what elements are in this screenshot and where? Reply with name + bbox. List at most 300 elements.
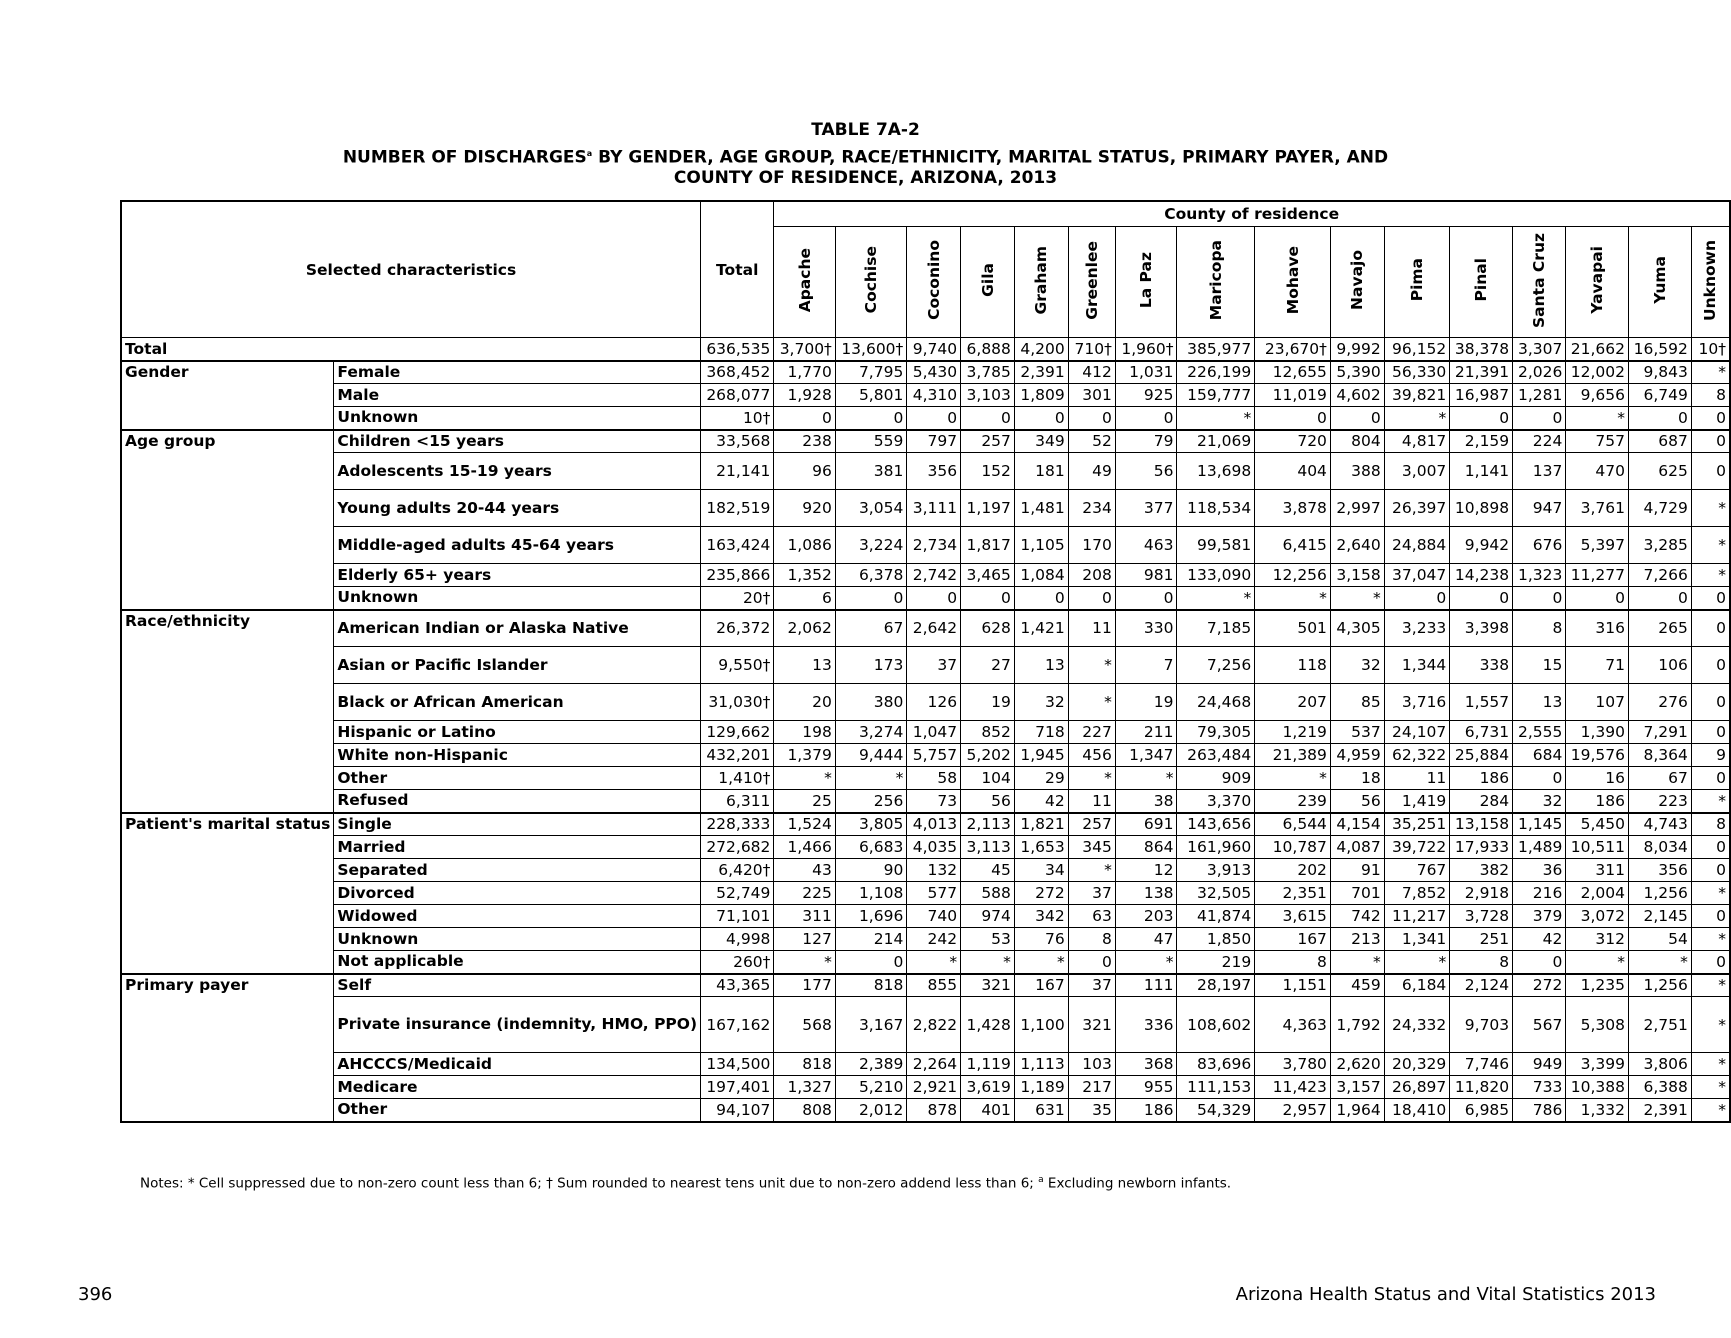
table-cell: 104: [961, 767, 1015, 790]
table-cell: 2,751: [1628, 997, 1691, 1053]
table-cell: 459: [1330, 974, 1384, 997]
row-label: Unknown: [334, 928, 701, 951]
table-cell: *: [1628, 951, 1691, 974]
table-cell: 223: [1628, 790, 1691, 813]
table-cell: 7,256: [1177, 647, 1255, 684]
table-cell: 49: [1068, 453, 1115, 490]
table-cell: 167: [1014, 974, 1068, 997]
table-cell: 356: [907, 453, 961, 490]
table-cell: 25,884: [1450, 744, 1513, 767]
table-row: [121, 744, 1730, 767]
table-cell: 2,145: [1628, 905, 1691, 928]
table-cell: 3,399: [1566, 1053, 1629, 1076]
table-cell: 6,415: [1255, 527, 1331, 564]
row-label: Unknown: [334, 587, 701, 610]
table-cell: 13: [1014, 647, 1068, 684]
table-cell: 12,655: [1255, 361, 1331, 384]
row-label: Female: [334, 361, 701, 384]
table-row: [121, 490, 1730, 527]
table-cell: 3,700†: [774, 338, 835, 361]
row-label: Widowed: [334, 905, 701, 928]
table-cell: 5,801: [835, 384, 907, 407]
table-cell: 1,100: [1014, 997, 1068, 1053]
table-cell: 10,787: [1255, 836, 1331, 859]
table-cell: *: [1691, 997, 1730, 1053]
table-cell: 126: [907, 684, 961, 721]
table-cell: 0: [1014, 407, 1068, 430]
row-label: Hispanic or Latino: [334, 721, 701, 744]
table-cell: 368,452: [701, 361, 774, 384]
table-cell: 32: [1513, 790, 1566, 813]
table-cell: 568: [774, 997, 835, 1053]
table-cell: 8: [1450, 951, 1513, 974]
table-cell: 3,054: [835, 490, 907, 527]
table-cell: 83,696: [1177, 1053, 1255, 1076]
table-cell: 311: [1566, 859, 1629, 882]
table-cell: 20: [774, 684, 835, 721]
table-cell: 138: [1115, 882, 1177, 905]
table-cell: 18: [1330, 767, 1384, 790]
table-cell: 628: [961, 610, 1015, 647]
table-cell: 9,656: [1566, 384, 1629, 407]
table-cell: 186: [1115, 1099, 1177, 1122]
table-cell: 9,992: [1330, 338, 1384, 361]
table-cell: 19: [1115, 684, 1177, 721]
county-name: Pinal: [1472, 258, 1491, 302]
table-cell: 8: [1691, 813, 1730, 836]
group-label: Patient's marital status: [121, 813, 334, 974]
table-cell: 27: [961, 647, 1015, 684]
table-cell: 32: [1014, 684, 1068, 721]
table-cell: 377: [1115, 490, 1177, 527]
selected-characteristics-header: Selected characteristics: [121, 201, 701, 338]
notes-text: Excluding newborn infants.: [1043, 1175, 1232, 1192]
table-cell: 37,047: [1384, 564, 1450, 587]
table-cell: *: [1691, 361, 1730, 384]
table-cell: 1,770: [774, 361, 835, 384]
table-cell: 382: [1450, 859, 1513, 882]
table-cell: 41,874: [1177, 905, 1255, 928]
total-row-label: Total: [121, 338, 701, 361]
table-cell: 380: [835, 684, 907, 721]
table-cell: 132: [907, 859, 961, 882]
table-cell: 257: [1068, 813, 1115, 836]
table-cell: 1,151: [1255, 974, 1331, 997]
table-cell: 6,420†: [701, 859, 774, 882]
table-cell: 26,897: [1384, 1076, 1450, 1099]
table-cell: 0: [1691, 647, 1730, 684]
county-header: [1068, 227, 1115, 338]
table-cell: 276: [1628, 684, 1691, 721]
table-cell: 4,959: [1330, 744, 1384, 767]
table-cell: 260†: [701, 951, 774, 974]
table-cell: 0: [1691, 587, 1730, 610]
county-header: [1450, 227, 1513, 338]
page-number: 396: [78, 1284, 113, 1305]
table-cell: *: [1691, 928, 1730, 951]
table-cell: 39,722: [1384, 836, 1450, 859]
table-cell: 1,344: [1384, 647, 1450, 684]
table-cell: 2,351: [1255, 882, 1331, 905]
table-cell: *: [1115, 951, 1177, 974]
table-cell: 4,602: [1330, 384, 1384, 407]
table-cell: 197,401: [701, 1076, 774, 1099]
table-cell: *: [835, 767, 907, 790]
table-cell: 38,378: [1450, 338, 1513, 361]
county-header: [1628, 227, 1691, 338]
table-cell: 143,656: [1177, 813, 1255, 836]
table-row: [121, 767, 1730, 790]
table-cell: 687: [1628, 430, 1691, 453]
table-cell: *: [1115, 767, 1177, 790]
table-cell: 401: [961, 1099, 1015, 1122]
table-row: [121, 974, 1730, 997]
table-cell: 7,291: [1628, 721, 1691, 744]
table-cell: 0: [1014, 587, 1068, 610]
table-cell: 1,696: [835, 905, 907, 928]
table-row: [121, 647, 1730, 684]
table-cell: 381: [835, 453, 907, 490]
table-cell: 10†: [701, 407, 774, 430]
table-cell: 12,256: [1255, 564, 1331, 587]
county-header: [835, 227, 907, 338]
table-cell: 227: [1068, 721, 1115, 744]
table-cell: 13: [1513, 684, 1566, 721]
table-row: [121, 1053, 1730, 1076]
table-cell: 4,310: [907, 384, 961, 407]
table-cell: 0: [1628, 407, 1691, 430]
table-cell: *: [1255, 767, 1331, 790]
table-cell: 974: [961, 905, 1015, 928]
table-cell: 625: [1628, 453, 1691, 490]
table-cell: 20†: [701, 587, 774, 610]
table-cell: 217: [1068, 1076, 1115, 1099]
table-cell: 0: [1691, 684, 1730, 721]
table-cell: 1,557: [1450, 684, 1513, 721]
table-cell: 6,388: [1628, 1076, 1691, 1099]
table-cell: 0: [961, 587, 1015, 610]
table-cell: 7,266: [1628, 564, 1691, 587]
table-cell: 106: [1628, 647, 1691, 684]
row-label: American Indian or Alaska Native: [334, 610, 701, 647]
table-cell: 1,327: [774, 1076, 835, 1099]
table-row: [121, 684, 1730, 721]
table-cell: 134,500: [701, 1053, 774, 1076]
table-cell: 864: [1115, 836, 1177, 859]
table-cell: 16,592: [1628, 338, 1691, 361]
table-cell: 28,197: [1177, 974, 1255, 997]
table-cell: 37: [1068, 974, 1115, 997]
table-cell: 0: [1450, 587, 1513, 610]
table-cell: 2,389: [835, 1053, 907, 1076]
table-row: [121, 790, 1730, 813]
table-cell: 1,341: [1384, 928, 1450, 951]
table-cell: 54,329: [1177, 1099, 1255, 1122]
table-cell: 167,162: [701, 997, 774, 1053]
table-cell: 733: [1513, 1076, 1566, 1099]
county-name: Apache: [795, 247, 814, 313]
table-cell: 56: [961, 790, 1015, 813]
table-cell: 1,197: [961, 490, 1015, 527]
table-cell: 34: [1014, 859, 1068, 882]
table-cell: 1,332: [1566, 1099, 1629, 1122]
table-cell: 9,703: [1450, 997, 1513, 1053]
table-cell: 1,653: [1014, 836, 1068, 859]
county-name: Mohave: [1283, 245, 1302, 315]
table-cell: 4,305: [1330, 610, 1384, 647]
table-cell: 1,323: [1513, 564, 1566, 587]
table-cell: 35,251: [1384, 813, 1450, 836]
table-cell: 11,217: [1384, 905, 1450, 928]
table-cell: 76: [1014, 928, 1068, 951]
table-row: [121, 951, 1730, 974]
table-cell: 21,141: [701, 453, 774, 490]
table-row: [121, 905, 1730, 928]
table-cell: 356: [1628, 859, 1691, 882]
table-cell: 219: [1177, 951, 1255, 974]
table-cell: 1,219: [1255, 721, 1331, 744]
county-header: [1115, 227, 1177, 338]
table-cell: 12: [1115, 859, 1177, 882]
table-cell: 242: [907, 928, 961, 951]
table-cell: 1,047: [907, 721, 961, 744]
table-cell: 6,985: [1450, 1099, 1513, 1122]
table-cell: 18,410: [1384, 1099, 1450, 1122]
table-cell: 852: [961, 721, 1015, 744]
table-cell: 1,792: [1330, 997, 1384, 1053]
table-cell: 1,281: [1513, 384, 1566, 407]
table-cell: 2,555: [1513, 721, 1566, 744]
table-cell: 257: [961, 430, 1015, 453]
table-cell: 345: [1068, 836, 1115, 859]
table-cell: 3,158: [1330, 564, 1384, 587]
table-cell: 11,423: [1255, 1076, 1331, 1099]
table-cell: 3,285: [1628, 527, 1691, 564]
table-cell: 73: [907, 790, 961, 813]
table-cell: 767: [1384, 859, 1450, 882]
row-label: Children <15 years: [334, 430, 701, 453]
table-cell: 636,535: [701, 338, 774, 361]
table-cell: 170: [1068, 527, 1115, 564]
table-cell: 52: [1068, 430, 1115, 453]
table-cell: 1,084: [1014, 564, 1068, 587]
table-cell: 47: [1115, 928, 1177, 951]
table-cell: 1,524: [774, 813, 835, 836]
row-label: Married: [334, 836, 701, 859]
table-cell: 5,390: [1330, 361, 1384, 384]
table-cell: 11: [1068, 610, 1115, 647]
table-cell: 0: [774, 407, 835, 430]
table-cell: 10,511: [1566, 836, 1629, 859]
table-cell: 0: [1115, 407, 1177, 430]
table-cell: 1,466: [774, 836, 835, 859]
table-cell: 1,817: [961, 527, 1015, 564]
row-label: Separated: [334, 859, 701, 882]
table-cell: 251: [1450, 928, 1513, 951]
table-cell: 2,124: [1450, 974, 1513, 997]
table-cell: 2,642: [907, 610, 961, 647]
table-cell: 37: [907, 647, 961, 684]
table-cell: 6: [774, 587, 835, 610]
table-cell: 1,256: [1628, 882, 1691, 905]
table-cell: 2,822: [907, 997, 961, 1053]
table-cell: 0: [835, 587, 907, 610]
county-header: [1255, 227, 1331, 338]
table-cell: 1,809: [1014, 384, 1068, 407]
table-cell: 129,662: [701, 721, 774, 744]
table-cell: 43,365: [701, 974, 774, 997]
table-cell: 137: [1513, 453, 1566, 490]
table-cell: 96,152: [1384, 338, 1450, 361]
table-cell: 272: [1014, 882, 1068, 905]
table-cell: 263,484: [1177, 744, 1255, 767]
table-cell: 24,884: [1384, 527, 1450, 564]
table-row: [121, 407, 1730, 430]
table-cell: 31,030†: [701, 684, 774, 721]
table-cell: 701: [1330, 882, 1384, 905]
table-cell: 226,199: [1177, 361, 1255, 384]
table-cell: 9,444: [835, 744, 907, 767]
table-cell: 272,682: [701, 836, 774, 859]
county-name: Graham: [1032, 245, 1051, 315]
table-cell: 152: [961, 453, 1015, 490]
table-cell: 177: [774, 974, 835, 997]
table-cell: 1,481: [1014, 490, 1068, 527]
table-cell: 3,805: [835, 813, 907, 836]
table-cell: *: [961, 951, 1015, 974]
table-cell: 577: [907, 882, 961, 905]
table-cell: 0: [1691, 610, 1730, 647]
table-cell: 6,311: [701, 790, 774, 813]
row-label: Adolescents 15-19 years: [334, 453, 701, 490]
table-cell: 2,264: [907, 1053, 961, 1076]
table-cell: 11,019: [1255, 384, 1331, 407]
table-cell: 1,105: [1014, 527, 1068, 564]
table-cell: 268,077: [701, 384, 774, 407]
table-cell: 8,364: [1628, 744, 1691, 767]
table-cell: 159,777: [1177, 384, 1255, 407]
table-title-line: COUNTY OF RESIDENCE, ARIZONA, 2013: [673, 168, 1058, 188]
county-header: [1566, 227, 1629, 338]
table-cell: 2,921: [907, 1076, 961, 1099]
table-cell: 12,002: [1566, 361, 1629, 384]
table-cell: 42: [1513, 928, 1566, 951]
table-cell: 108,602: [1177, 997, 1255, 1053]
row-label: Middle-aged adults 45-64 years: [334, 527, 701, 564]
table-number: TABLE 7A-2: [811, 120, 920, 140]
table-cell: 13,158: [1450, 813, 1513, 836]
table-cell: 24,468: [1177, 684, 1255, 721]
table-cell: 3,111: [907, 490, 961, 527]
table-cell: 7,746: [1450, 1053, 1513, 1076]
table-cell: 5,210: [835, 1076, 907, 1099]
table-cell: *: [1691, 1053, 1730, 1076]
row-label: Male: [334, 384, 701, 407]
table-cell: 432,201: [701, 744, 774, 767]
table-cell: 1,928: [774, 384, 835, 407]
table-cell: 1,489: [1513, 836, 1566, 859]
table-cell: 3,072: [1566, 905, 1629, 928]
table-cell: 127: [774, 928, 835, 951]
table-cell: 5,430: [907, 361, 961, 384]
table-cell: 0: [907, 587, 961, 610]
table-cell: 4,817: [1384, 430, 1450, 453]
table-row: [121, 928, 1730, 951]
table-cell: 1,145: [1513, 813, 1566, 836]
row-label: Black or African American: [334, 684, 701, 721]
row-label: Refused: [334, 790, 701, 813]
table-cell: 4,087: [1330, 836, 1384, 859]
county-header: [907, 227, 961, 338]
table-cell: 2,997: [1330, 490, 1384, 527]
table-cell: 4,035: [907, 836, 961, 859]
table-cell: 3,761: [1566, 490, 1629, 527]
table-cell: 1,347: [1115, 744, 1177, 767]
table-cell: 0: [1068, 951, 1115, 974]
table-cell: 0: [1115, 587, 1177, 610]
table-cell: 207: [1255, 684, 1331, 721]
table-cell: 8,034: [1628, 836, 1691, 859]
table-cell: 2,640: [1330, 527, 1384, 564]
table-cell: 3,780: [1255, 1053, 1331, 1076]
table-cell: 0: [1384, 587, 1450, 610]
table-cell: 32,505: [1177, 882, 1255, 905]
table-cell: 947: [1513, 490, 1566, 527]
table-cell: 225: [774, 882, 835, 905]
table-cell: 0: [1068, 587, 1115, 610]
table-cell: 14,238: [1450, 564, 1513, 587]
table-cell: 3,913: [1177, 859, 1255, 882]
table-cell: 99,581: [1177, 527, 1255, 564]
group-label: Age group: [121, 430, 334, 610]
table-cell: 2,742: [907, 564, 961, 587]
table-cell: 316: [1566, 610, 1629, 647]
table-cell: 0: [1513, 951, 1566, 974]
row-label: Elderly 65+ years: [334, 564, 701, 587]
table-cell: 67: [1628, 767, 1691, 790]
table-row: [121, 997, 1730, 1053]
notes-text: Notes: * Cell suppressed due to non-zero count less than 6; † Sum rounded to nearest tens unit due to non-zero addend less than 6;: [140, 1175, 1034, 1192]
table-cell: *: [1068, 767, 1115, 790]
table-cell: 0: [1691, 767, 1730, 790]
table-cell: 7,852: [1384, 882, 1450, 905]
table-cell: 1,410†: [701, 767, 774, 790]
table-cell: 1,419: [1384, 790, 1450, 813]
county-group-header: County of residence: [774, 201, 1730, 227]
table-row: [121, 587, 1730, 610]
table-cell: 4,154: [1330, 813, 1384, 836]
table-cell: 26,397: [1384, 490, 1450, 527]
table-cell: 559: [835, 430, 907, 453]
table-cell: 67: [835, 610, 907, 647]
row-label: Young adults 20-44 years: [334, 490, 701, 527]
table-cell: 3,224: [835, 527, 907, 564]
group-label: Race/ethnicity: [121, 610, 334, 813]
table-cell: 718: [1014, 721, 1068, 744]
table-cell: 58: [907, 767, 961, 790]
table-cell: 91: [1330, 859, 1384, 882]
table-cell: 1,141: [1450, 453, 1513, 490]
table-title-text: BY GENDER, AGE GROUP, RACE/ETHNICITY, MARITAL STATUS, PRIMARY PAYER, AND: [592, 147, 1389, 168]
table-cell: 26,372: [701, 610, 774, 647]
row-label: Private insurance (indemnity, HMO, PPO): [334, 997, 701, 1053]
table-cell: 537: [1330, 721, 1384, 744]
table-cell: 13: [774, 647, 835, 684]
table-cell: 94,107: [701, 1099, 774, 1122]
table-cell: 1,352: [774, 564, 835, 587]
table-cell: 0: [1628, 587, 1691, 610]
table-cell: 720: [1255, 430, 1331, 453]
